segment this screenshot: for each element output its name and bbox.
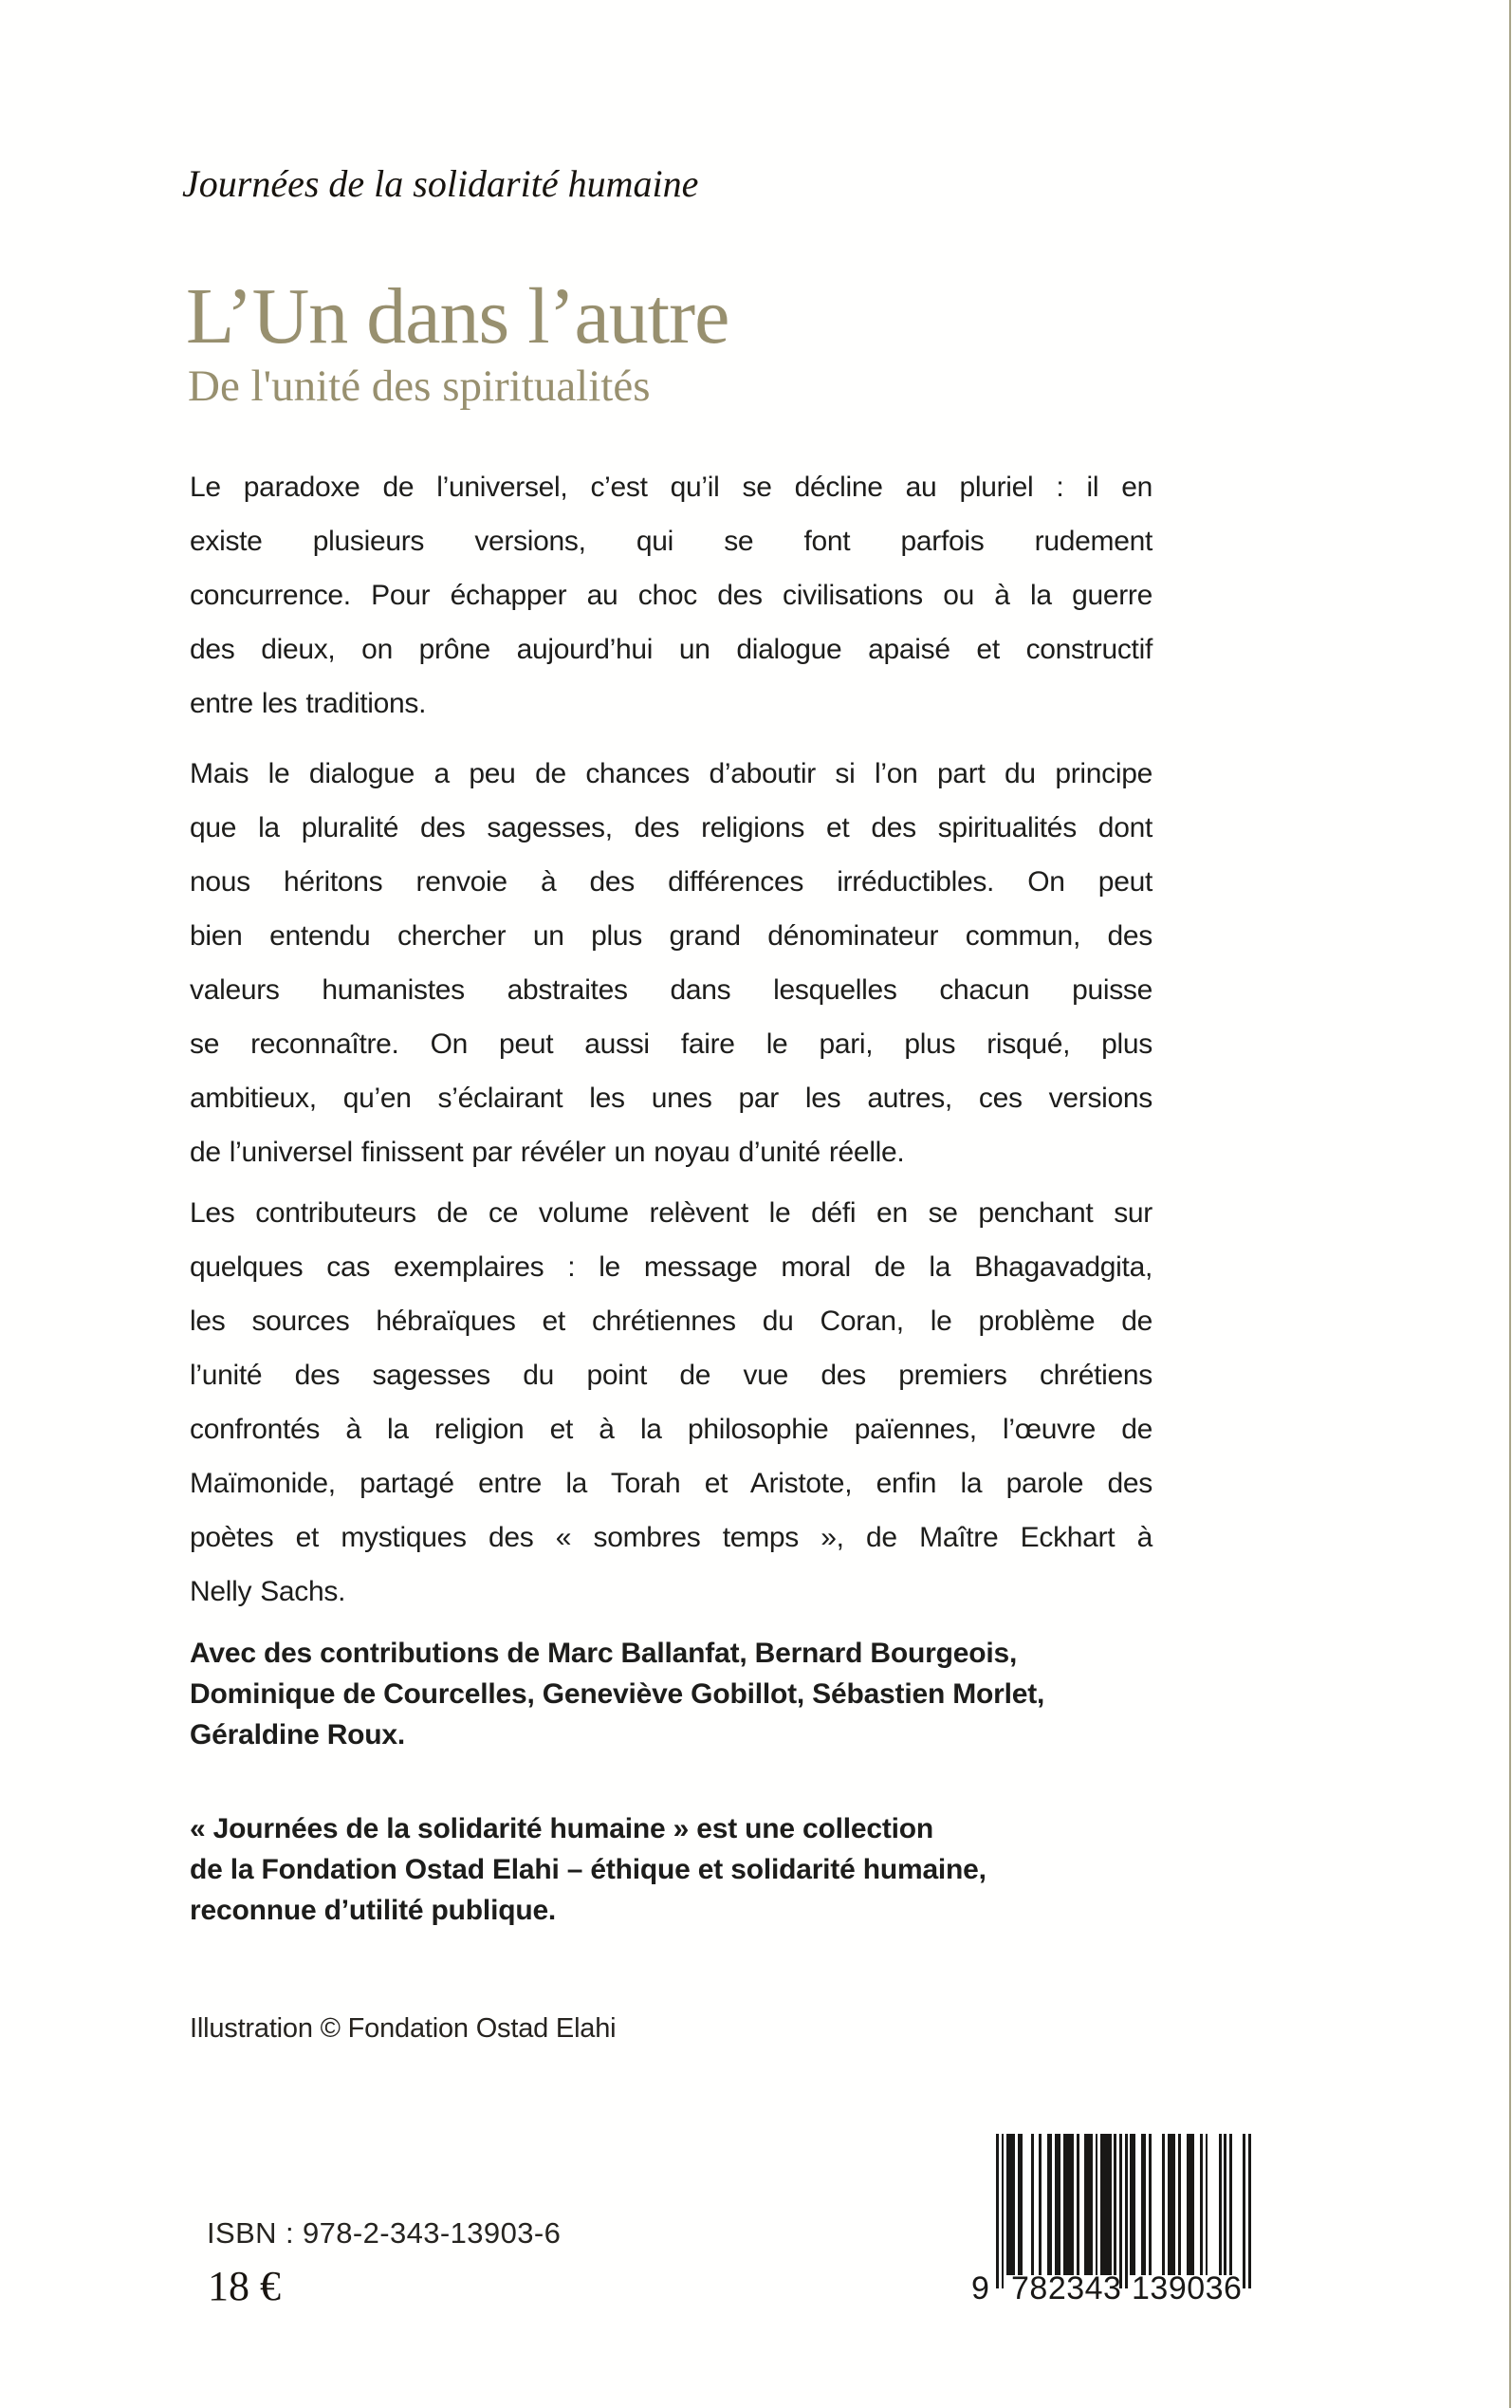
- collection-header: Journées de la solidarité humaine: [182, 162, 699, 205]
- text-line: valeurs humanistes abstraites dans lesquelles chacun puisse: [190, 974, 1152, 1006]
- text-line: des dieux, on prône aujourd’hui un dialogue apaisé et constructif: [190, 634, 1152, 665]
- text-line: entre les traditions.: [190, 688, 427, 719]
- text-line: Avec des contributions de Marc Ballanfat, Bernard Bourgeois,: [190, 1638, 1018, 1669]
- text-line: Maïmonide, partagé entre la Torah et Aristote, enfin la parole des: [190, 1468, 1152, 1499]
- text-line: Mais le dialogue a peu de chances d’aboutir si l’on part du principe: [190, 758, 1152, 789]
- body-paragraph-1: [190, 460, 1152, 731]
- text-line: ambitieux, qu’en s’éclairant les unes par les autres, ces versions: [190, 1083, 1152, 1114]
- text-line: de l’universel finissent par révéler un noyau d’unité réelle.: [190, 1137, 905, 1168]
- text-line: quelques cas exemplaires : le message moral de la Bhagavadgita,: [190, 1251, 1152, 1283]
- barcode-module: [1248, 2134, 1251, 2288]
- contributors-note: [190, 1633, 1152, 1755]
- collection-note: [190, 1808, 1152, 1931]
- text-line: se reconnaître. On peut aussi faire le pari, plus risqué, plus: [190, 1028, 1152, 1060]
- text-line: existe plusieurs versions, qui se font parfois rudement: [190, 526, 1152, 557]
- illustration-credit: Illustration © Fondation Ostad Elahi: [190, 2013, 617, 2044]
- text-line: Nelly Sachs.: [190, 1576, 346, 1607]
- book-subtitle: De l'unité des spiritualités: [188, 361, 651, 411]
- text-line: Géraldine Roux.: [190, 1719, 406, 1750]
- text-line: concurrence. Pour échapper au choc des civilisations ou à la guerre: [190, 580, 1152, 611]
- text-line: l’unité des sagesses du point de vue des premiers chrétiens: [190, 1360, 1152, 1391]
- text-line: nous héritons renvoie à des différences irréductibles. On peut: [190, 866, 1152, 898]
- isbn-label: ISBN : 978-2-343-13903-6: [207, 2216, 562, 2250]
- text-line: confrontés à la religion et à la philosophie païennes, l’œuvre de: [190, 1414, 1152, 1445]
- text-line: Les contributeurs de ce volume relèvent le défi en se penchant sur: [190, 1197, 1152, 1229]
- text-line: Dominique de Courcelles, Geneviève Gobillot, Sébastien Morlet,: [190, 1678, 1045, 1710]
- barcode-digit-left: 9: [971, 2270, 990, 2306]
- barcode-digit-group-1: 782343: [1011, 2270, 1122, 2306]
- text-line: reconnue d’utilité publique.: [190, 1895, 557, 1926]
- right-edge-line: [1509, 0, 1511, 2408]
- book-title: L’Un dans l’autre: [186, 272, 729, 361]
- text-line: de la Fondation Ostad Elahi – éthique et solidarité humaine,: [190, 1854, 986, 1885]
- body-paragraph-2: [190, 747, 1152, 1179]
- barcode-digit-group-2: 139036: [1132, 2270, 1243, 2306]
- barcode-bars: [996, 2134, 1254, 2288]
- text-line: « Journées de la solidarité humaine » est une collection: [190, 1813, 934, 1844]
- price-label: 18 €: [208, 2263, 281, 2309]
- text-line: poètes et mystiques des « sombres temps », de Maître Eckhart à: [190, 1522, 1152, 1553]
- body-paragraph-3: [190, 1186, 1152, 1619]
- barcode: [971, 2134, 1254, 2306]
- text-line: bien entendu chercher un plus grand dénominateur commun, des: [190, 920, 1152, 952]
- text-line: que la pluralité des sagesses, des religions et des spiritualités dont: [190, 812, 1152, 843]
- text-line: les sources hébraïques et chrétiennes du Coran, le problème de: [190, 1306, 1152, 1337]
- text-line: Le paradoxe de l’universel, c’est qu’il se décline au pluriel : il en: [190, 472, 1152, 503]
